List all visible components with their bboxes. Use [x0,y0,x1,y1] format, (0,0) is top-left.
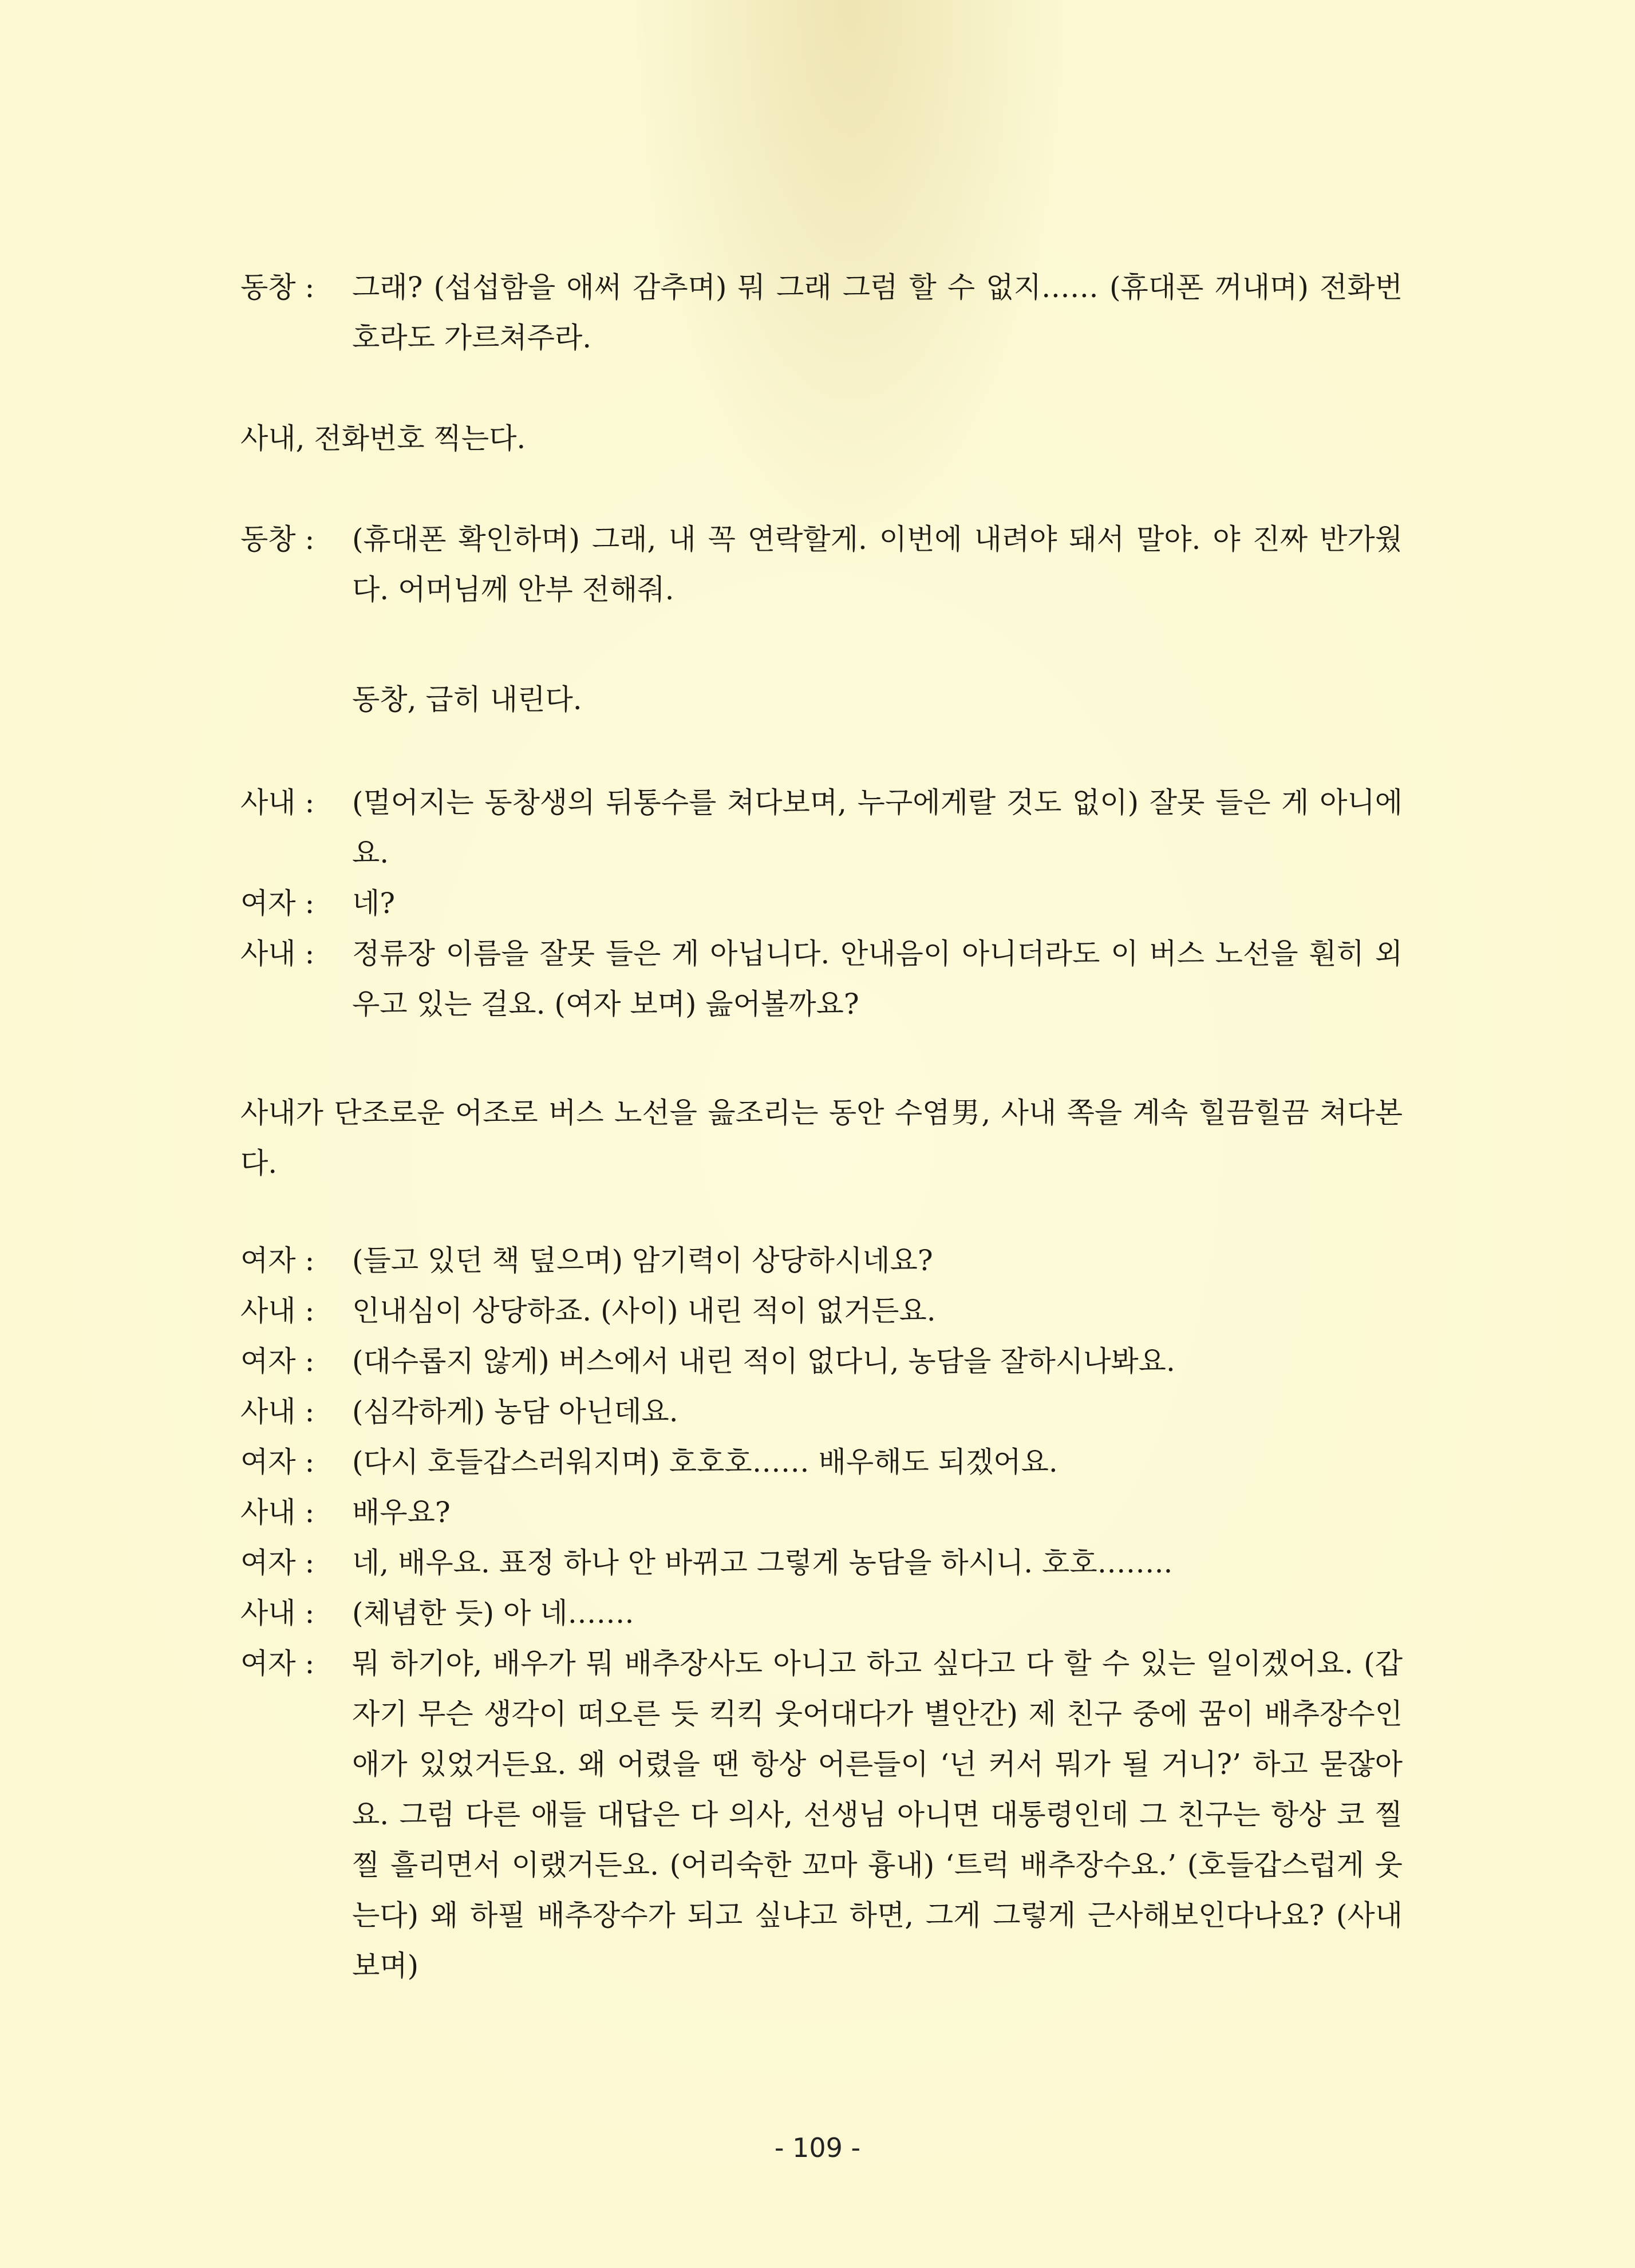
dialogue-line [240,1638,1403,1991]
speaker-label: 사내 : [240,1395,315,1428]
dialogue-block [240,262,1403,363]
speaker-label: 사내 : [240,937,315,970]
dialogue-line [240,1386,1403,1437]
dialogue-line [240,777,1403,878]
speaker-label: 여자 : [240,1546,315,1579]
dialogue-line [240,878,1403,928]
dialogue-text: (들고 있던 책 덮으며) 암기력이 상당하시네요? [352,1244,933,1277]
dialogue-text: 인내심이 상당하죠. (사이) 내린 적이 없거든요. [352,1294,936,1327]
speaker-label: 동창 : [240,523,315,556]
dialogue-text: 뭐 하기야, 배우가 뭐 배추장사도 아니고 하고 싶다고 다 할 수 있는 일이겠어요. (갑자기 무슨 생각이 떠오른 듯 킥킥 웃어대다가 별안간) 제 친구 중에 꿈이 배추장수인 애가 있었거든요. 왜 어렸을 땐 항상 어른들이 ‘넌 커서 뭐가 될 거니?’ 하고 묻잖아요. 그럼 다른 애들 대답은 다 의사, 선생님 아니면 대통령인데 그 친구는 항상 코 찔찔 흘리면서 이랬거든요. (어리숙한 꼬마 흉내) ‘트럭 배추장수요.’ (호들갑스럽게 웃는다) 왜 하필 배추장수가 되고 싶냐고 하면, 그게 그렇게 근사해보인다나요? (사내 보며) [352,1647,1403,1982]
speaker-label: 사내 : [240,1294,315,1327]
stage-direction-text: 사내, 전화번호 찍는다. [240,422,526,455]
speaker-label: 사내 : [240,786,315,819]
dialogue-line [240,1437,1403,1487]
dialogue-text: 배우요? [352,1496,451,1529]
dialogue-text: (체념한 듯) 아 네……. [352,1597,634,1630]
dialogue-line [240,514,1403,615]
dialogue-text: (다시 호들갑스러워지며) 호호호…… 배우해도 되겠어요. [352,1445,1058,1479]
dialogue-line [240,1286,1403,1336]
stage-direction-text: 사내가 단조로운 어조로 버스 노선을 읊조리는 동안 수염男, 사내 쪽을 계속 힐끔힐끔 쳐다본다. [240,1096,1403,1180]
speaker-label: 동창 : [240,271,315,304]
dialogue-text: 네? [352,887,396,920]
dialogue-text: 네, 배우요. 표정 하나 안 바뀌고 그렇게 농담을 하시니. 호호…….. [352,1546,1173,1579]
stage-direction-block [240,674,1403,725]
page-number: - 109 - [774,2132,861,2163]
dialogue-line [240,1538,1403,1588]
dialogue-text: (심각하게) 농담 아닌데요. [352,1395,678,1428]
dialogue-line [240,1336,1403,1386]
dialogue-block [240,1235,1403,1991]
speaker-label: 사내 : [240,1597,315,1630]
dialogue-text: 그래? (섭섭함을 애써 감추며) 뭐 그래 그럼 할 수 없지…… (휴대폰 꺼내며) 전화번호라도 가르쳐주라. [352,271,1403,354]
speaker-label: 여자 : [240,1647,315,1680]
dialogue-block [240,514,1403,615]
dialogue-text: (대수롭지 않게) 버스에서 내린 적이 없다니, 농담을 잘하시나봐요. [352,1345,1175,1378]
speaker-label: 여자 : [240,1445,315,1479]
dialogue-line [240,1487,1403,1538]
dialogue-line [240,262,1403,363]
stage-direction-text: 동창, 급히 내린다. [352,683,582,716]
speaker-label: 사내 : [240,1496,315,1529]
dialogue-line [240,928,1403,1029]
dialogue-text: (휴대폰 확인하며) 그래, 내 꼭 연락할게. 이번에 내려야 돼서 말야. 야 진짜 반가웠다. 어머님께 안부 전해줘. [352,523,1403,606]
dialogue-block [240,777,1403,1029]
dialogue-line [240,1235,1403,1286]
stage-direction-block [240,413,1403,464]
dialogue-text: 정류장 이름을 잘못 들은 게 아닙니다. 안내음이 아니더라도 이 버스 노선을 훤히 외우고 있는 걸요. (여자 보며) 읊어볼까요? [352,937,1403,1021]
speaker-label: 여자 : [240,1244,315,1277]
speaker-label: 여자 : [240,1345,315,1378]
dialogue-text: (멀어지는 동창생의 뒤통수를 쳐다보며, 누구에게랄 것도 없이) 잘못 들은 게 아니에요. [352,786,1403,870]
stage-direction-block [240,1088,1403,1188]
speaker-label: 여자 : [240,887,315,920]
dialogue-line [240,1588,1403,1638]
